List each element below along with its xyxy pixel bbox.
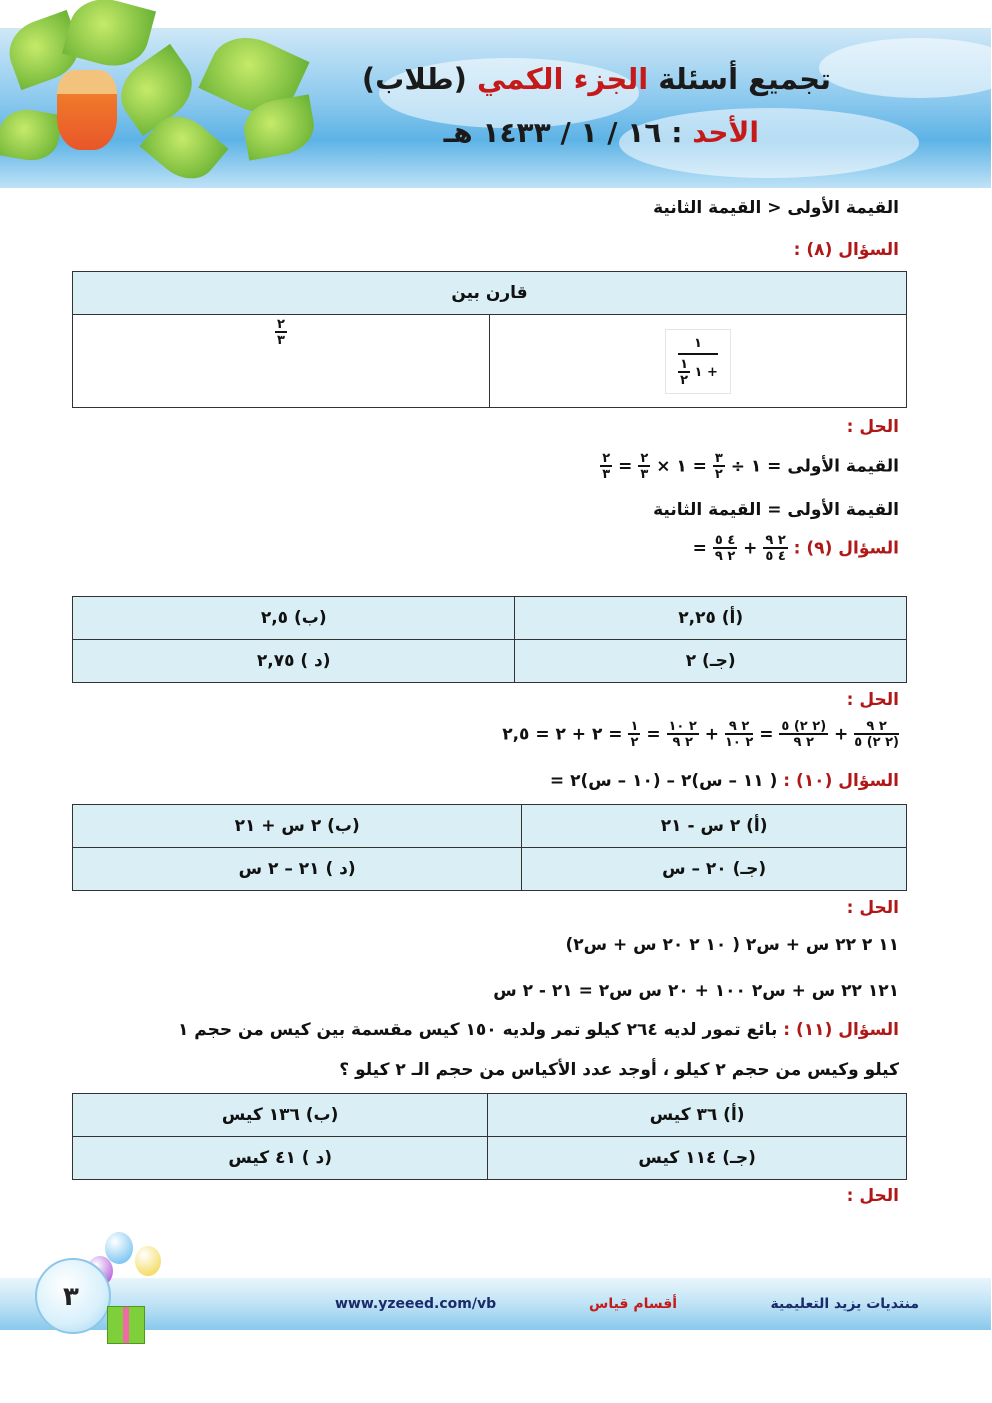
day-label: الأحد [693, 116, 760, 149]
q9-option-a[interactable]: (أ) ٢,٢٥ [516, 597, 908, 640]
q10-option-b[interactable]: (ب) ٢ س + ٢١ [74, 805, 523, 848]
q8-solution-label: الحل : [847, 417, 900, 437]
footer-site-name: منتديات يزيد التعليمية [771, 1296, 920, 1312]
compare-header: قارن بين [74, 272, 908, 315]
q8-value-2: $\frac{٢}{٣}$ [74, 315, 491, 408]
q11-option-b[interactable]: (ب) ١٣٦ كيس [74, 1094, 489, 1137]
q9-solution: $\frac{٢ ٩}{(٢ ٢) ٥}$ + $\frac{(٢ ٢) ٥}{٢ ٩}$ = $\frac{٢ ٩}{٢ ١٠}$ + $\frac{٢ ١٠}{٢ ٩}$ = $\frac{١}{٢}$ = ٢ + ٢ = ٢,٥ [503, 719, 900, 750]
q10-question: السؤال (١٠) : ( ١١ – س)٢ – (١٠ – س)٢ = [550, 771, 900, 791]
q10-solution-label: الحل : [847, 898, 900, 918]
leaves-illustration [0, 0, 340, 190]
balloon-yellow-icon [136, 1246, 162, 1276]
date-value: : ١٦ / ١ / ١٤٣٣ هـ [444, 116, 684, 149]
q10-option-a[interactable]: (أ) ٢ س - ٢١ [523, 805, 908, 848]
q10-option-d[interactable]: (د ) ٢١ – ٢ س [74, 848, 523, 891]
intro-line: القيمة الأولى < القيمة الثانية [654, 198, 900, 218]
girl-figure [58, 70, 118, 150]
q8-label: السؤال (٨) : [794, 240, 900, 260]
footer-url[interactable]: www.yzeeed.com/vb [336, 1296, 498, 1312]
q11-option-d[interactable]: (د ) ٤١ كيس [74, 1137, 489, 1180]
q9-solution-label: الحل : [847, 690, 900, 710]
q10-solution-line2: ١٢١ ٢٢ س + س٢ ١٠٠ + ٢٠ س س٢ = ٢١ - ٢ س [494, 981, 900, 1001]
footer-bar [0, 1278, 992, 1330]
q8-solution-line1: القيمة الأولى = ١ ÷ $\frac{٣}{٢}$ = ١ × $\frac{٢}{٣}$ = $\frac{٢}{٣}$ [603, 451, 900, 482]
q11-option-a[interactable]: (أ) ٣٦ كيس [489, 1094, 908, 1137]
q11-solution-label: الحل : [847, 1186, 900, 1206]
q9-options-table [73, 596, 908, 683]
footer-section: أقسام قياس [590, 1296, 679, 1312]
q9-question: السؤال (٩) : $\frac{٢ ٩}{٤ ٥}$ + $\frac{٤ ٥}{٢ ٩}$ = [693, 533, 900, 564]
q11-question-line2: كيلو وكيس من حجم ٢ كيلو ، أوجد عدد الأكياس من حجم الـ ٢ كيلو ؟ [340, 1060, 900, 1080]
q9-option-b[interactable]: (ب) ٢,٥ [74, 597, 516, 640]
q11-option-c[interactable]: (جـ) ١١٤ كيس [489, 1137, 908, 1180]
page-title: تجميع أسئلة الجزء الكمي (طلاب) [362, 62, 832, 96]
q11-question-line1: السؤال (١١) : بائع تمور لديه ٢٦٤ كيلو تمر ولديه ١٥٠ كيس مقسمة بين كيس من حجم ١ [178, 1020, 900, 1040]
q10-option-c[interactable]: (جـ) ٢٠ – س [523, 848, 908, 891]
q10-solution-line1: ١١ ٢ ٢٢ س + س٢ ( ١٠ ٢ ٢٠ س + س٢) [566, 935, 900, 955]
page-number: ٣ [64, 1282, 80, 1312]
balloon-blue-icon [106, 1232, 134, 1264]
q9-option-c[interactable]: (جـ) ٢ [516, 640, 908, 683]
page-date [445, 116, 760, 149]
q11-options-table [73, 1093, 908, 1180]
q10-options-table [73, 804, 908, 891]
gift-box-icon [108, 1306, 146, 1344]
q8-value-1: ١ $\frac{١}{٢}$ ١ + [491, 315, 908, 408]
q8-compare-table [73, 271, 908, 408]
q9-option-d[interactable]: (د ) ٢,٧٥ [74, 640, 516, 683]
q8-solution-line2: القيمة الأولى = القيمة الثانية [654, 500, 900, 520]
